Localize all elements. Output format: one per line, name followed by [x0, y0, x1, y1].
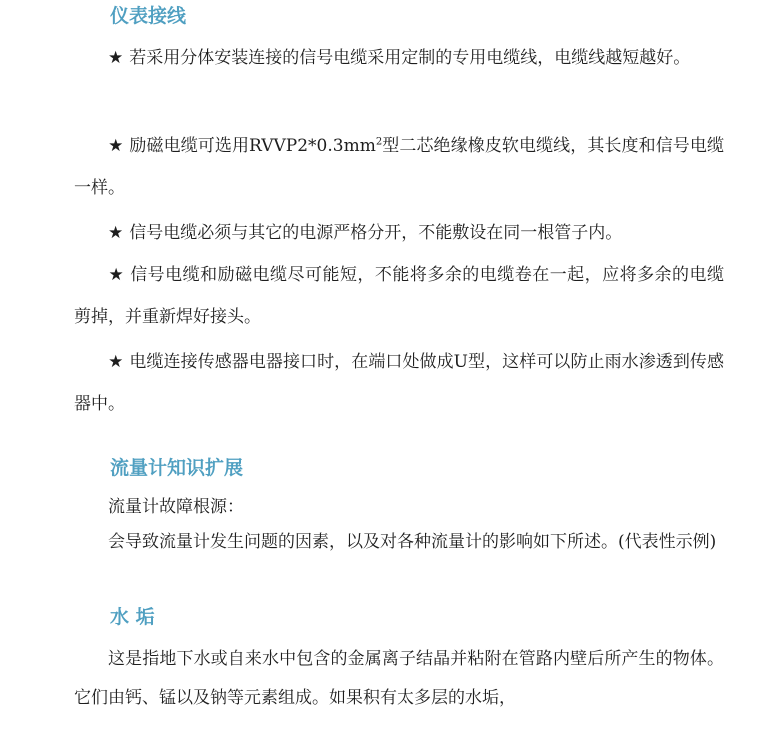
star-bullet-icon: ★: [108, 48, 124, 68]
bullet-text-5: 电缆连接传感器电器接口时，在端口处做成U型，这样可以防止雨水渗透到传感器中。: [74, 352, 724, 414]
star-bullet-icon: ★: [108, 136, 124, 156]
bullet-text-1: 若采用分体安装连接的信号电缆采用定制的专用电缆线，电缆线越短越好。: [129, 48, 691, 68]
bullet-text-3: 信号电缆必须与其它的电源严格分开，不能敷设在同一根管子内。: [129, 223, 623, 243]
star-bullet-icon: ★: [108, 265, 125, 285]
intro-paragraph: 会导致流量计发生问题的因素，以及对各种流量计的影响如下所述。(代表性示例): [108, 532, 717, 552]
star-bullet-icon: ★: [108, 352, 124, 372]
bullet-text-2-before: 励磁电缆可选用RVVP2*0.3mm: [129, 136, 376, 156]
bullet-paragraph-5: [74, 341, 724, 425]
bullet-text-2-after: 型二芯绝缘橡皮软电缆线，其长度和信号电缆一样。: [74, 136, 724, 198]
scale-body-paragraph: 这是指地下水或自来水中包含的金属离子结晶并粘附在管路内壁后所产生的物体。它们由钙、锰以及钠等元素组成。如果积有太多层的水垢，: [74, 649, 724, 708]
bullet-paragraph-2: [74, 125, 724, 209]
section-title-flowmeter-knowledge: 流量计知识扩展: [110, 457, 244, 479]
superscript-2: 2: [375, 136, 383, 148]
bullet-text-4: 信号电缆和励磁电缆尽可能短，不能将多余的电缆卷在一起，应将多余的电缆剪掉，并重新焊好接头。: [74, 265, 724, 327]
section-title-scale: 水 垢: [110, 606, 155, 628]
fault-source-subtitle: 流量计故障根源：: [108, 497, 244, 517]
star-bullet-icon: ★: [108, 223, 124, 243]
bullet-paragraph-1: [74, 37, 724, 79]
bullet-paragraph-4: [74, 254, 724, 338]
section-title-instrument-wiring: 仪表接线: [110, 5, 187, 27]
bullet-paragraph-3: [74, 212, 724, 254]
